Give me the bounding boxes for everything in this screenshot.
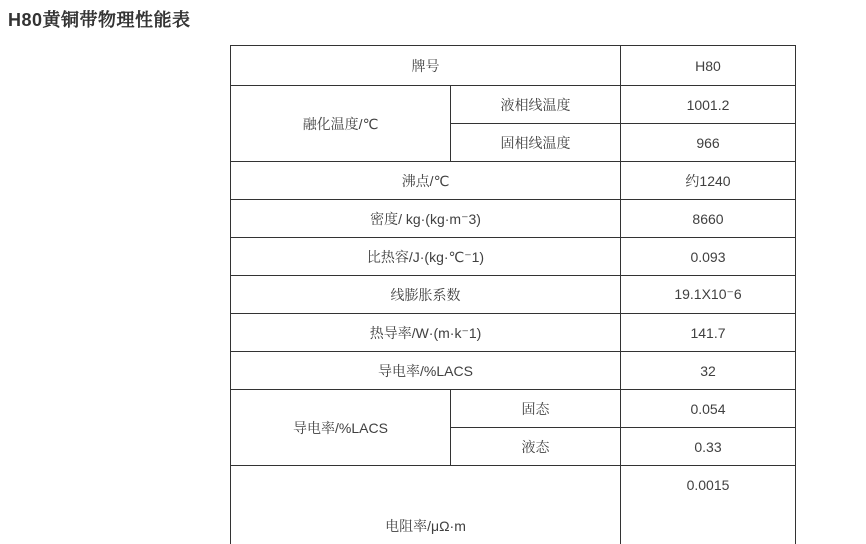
table-row (231, 200, 796, 238)
liquid-state-value-cell: 0.33 (621, 428, 796, 466)
table-row (231, 390, 796, 428)
table-row (231, 314, 796, 352)
conductivity2-label-cell: 导电率/%LACS (231, 390, 451, 466)
conductivity-value-cell: 32 (621, 352, 796, 390)
solid-state-value-cell: 0.054 (621, 390, 796, 428)
table-row (231, 238, 796, 276)
density-value-cell: 8660 (621, 200, 796, 238)
resistivity-label-cell: 电阻率/μΩ·m (231, 466, 621, 544)
boiling-label-cell: 沸点/℃ (231, 162, 621, 200)
solidus-label-cell: 固相线温度 (451, 124, 621, 162)
specific-heat-label-cell: 比热容/J·(kg·℃⁻1) (231, 238, 621, 276)
expansion-label-cell: 线膨胀系数 (231, 276, 621, 314)
melting-label-cell: 融化温度/℃ (231, 86, 451, 162)
liquidus-label-cell: 液相线温度 (451, 86, 621, 124)
boiling-value-cell: 约1240 (621, 162, 796, 200)
solidus-value-cell: 966 (621, 124, 796, 162)
grade-value-cell: H80 (621, 46, 796, 86)
specific-heat-value-cell: 0.093 (621, 238, 796, 276)
properties-table (230, 45, 796, 544)
table-row (231, 466, 796, 544)
density-label-cell: 密度/ kg·(kg·m⁻3) (231, 200, 621, 238)
conductivity-label-cell: 导电率/%LACS (231, 352, 621, 390)
page-title: H80黄铜带物理性能表 (8, 10, 191, 30)
table-row (231, 276, 796, 314)
solid-state-label-cell: 固态 (451, 390, 621, 428)
resistivity-value-cell: 0.0015 (621, 466, 796, 544)
table-row (231, 86, 796, 124)
liquid-state-label-cell: 液态 (451, 428, 621, 466)
table-row (231, 352, 796, 390)
thermal-value-cell: 141.7 (621, 314, 796, 352)
thermal-label-cell: 热导率/W·(m·k⁻1) (231, 314, 621, 352)
table-row (231, 162, 796, 200)
expansion-value-cell: 19.1X10⁻6 (621, 276, 796, 314)
liquidus-value-cell: 1001.2 (621, 86, 796, 124)
table-row (231, 46, 796, 86)
grade-label-cell: 牌号 (231, 46, 621, 86)
